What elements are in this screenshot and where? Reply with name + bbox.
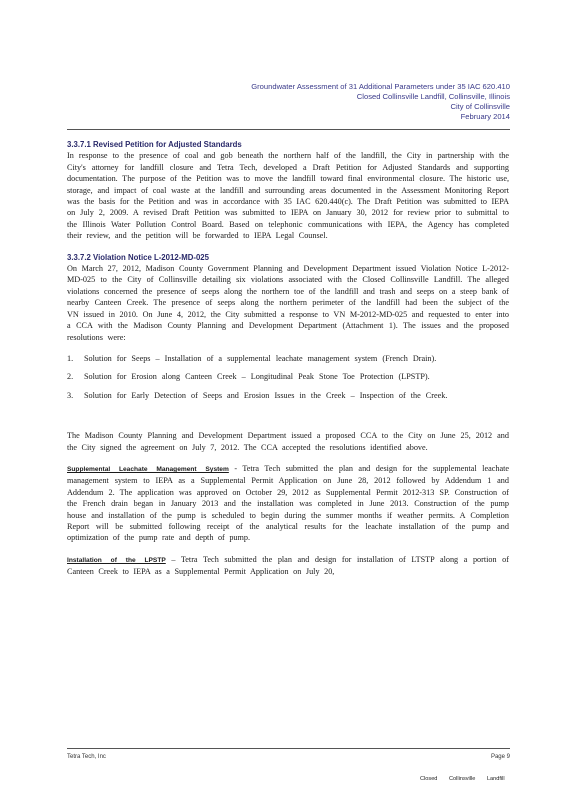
document-body [67, 139, 509, 578]
header-site: Closed Collinsville Landfill, Collinsville, Illinois [356, 92, 510, 101]
page-footer [67, 754, 510, 760]
list-item [67, 371, 509, 382]
section-heading-violation-notice: 3.3.7.2 Violation Notice L-2012-MD-025 [67, 252, 209, 262]
lpstp-text: – Tetra Tech submitted the plan and design for installation of LTSTP along a portion of Canteen Creek to IEPA as a Supplemental Permit Application on July 20, [67, 554, 509, 577]
resolutions-list [67, 353, 509, 401]
header-rule [67, 129, 510, 130]
list-item-number: 3. [67, 390, 74, 400]
site-stamp: Closed Collinsville Landfill [420, 776, 505, 782]
header-date: February 2014 [460, 112, 510, 121]
list-item [67, 353, 509, 364]
subheading-leachate-system: Supplemental Leachate Management System [67, 465, 229, 473]
list-item-text: Solution for Early Detection of Seeps and Erosion Issues in the Creek – Inspection of the Creek. [84, 390, 448, 400]
list-item-number: 2. [67, 372, 74, 382]
footer-company: Tetra Tech, Inc [67, 754, 106, 760]
list-item-text: Solution for Erosion along Canteen Creek – Longitudinal Peak Stone Toe Protection (LPSTP). [84, 372, 430, 382]
list-item-text: Solution for Seeps – Installation of a supplemental leachate management system (French Drain). [84, 353, 437, 363]
header-title: Groundwater Assessment of 31 Additional Parameters under 35 IAC 620.410 [251, 82, 510, 91]
footer-rule [67, 748, 510, 749]
leachate-system-text: - Tetra Tech submitted the plan and design for the supplemental leachate management system to IEPA as a Supplemental Permit Application on June 28, 2012 followed by Addendum 1 and Addendum 2. The application was approved on October 29, 2012 as Supplemental Permit 2012-313 SP. Construction of the French drain began in January 2013 and the installation was completed in June 2013. Construction of the pump house and installation of the pump is scheduled to begin during the summer months if weather permits. A Completion Report will be submitted following receipt of the analytical results for the leachate installation of the pump and optimization of the pump rate and depth of pump. [67, 463, 509, 543]
header-client: City of Collinsville [450, 102, 510, 111]
paragraph-revised-petition: In response to the presence of coal and gob beneath the northern half of the landfill, the City in partnership with the City's attorney for landfill closure and Tetra Tech, developed a Draft Petition for Adjusted Standards and supporting documentation. The purpose of the Petition was to move the landfill toward final environmental closure. The historic use, storage, and impact of coal waste at the landfill and surrounding areas documented in the Assessment Monitoring Report was the basis for the Petition and was in accordance with 35 IAC 620.440(c). The Draft Petition was submitted to IEPA on July 2, 2009. A revised Draft Petition was submitted to IEPA on January 30, 2012 for review prior to submittal to the Illinois Water Pollution Control Board. Based on telephonic communications with IEPA, the Agency has completed their review, and the petition will be forwarded to IEPA Legal Counsel. [67, 151, 509, 241]
list-item-number: 1. [67, 353, 74, 363]
paragraph-cca: The Madison County Planning and Development Department issued a proposed CCA to the City on June 25, 2012 and the City signed the agreement on July 7, 2012. The CCA accepted the resolutions identified above. [67, 431, 509, 452]
page-number: Page 9 [490, 754, 510, 760]
paragraph-violation-notice: On March 27, 2012, Madison County Government Planning and Development Department issued Violation Notice L-2012-MD-025 to the City of Collinsville detailing six violations associated with the Closed Collinsville Landfill. The alleged violations concerned the presence of seeps along the northern toe of the landfill and trash and seeps on a steep bank of nearby Canteen Creek. The presence of seeps along the northern perimeter of the landfill had been the subject of the VN issued in 2010. On June 4, 2012, the City submitted a response to VN M-2012-MD-025 and requested to enter into a CCA with the Madison County Planning and Development Department (Attachment 1). The issues and the proposed resolutions were: [67, 264, 509, 342]
paragraph-lpstp [67, 554, 509, 578]
subheading-lpstp: Installation of the LPSTP [67, 556, 166, 564]
document-header [251, 82, 510, 122]
paragraph-leachate-system [67, 463, 509, 544]
list-item [67, 390, 509, 401]
section-heading-revised-petition: 3.3.7.1 Revised Petition for Adjusted Standards [67, 140, 242, 149]
